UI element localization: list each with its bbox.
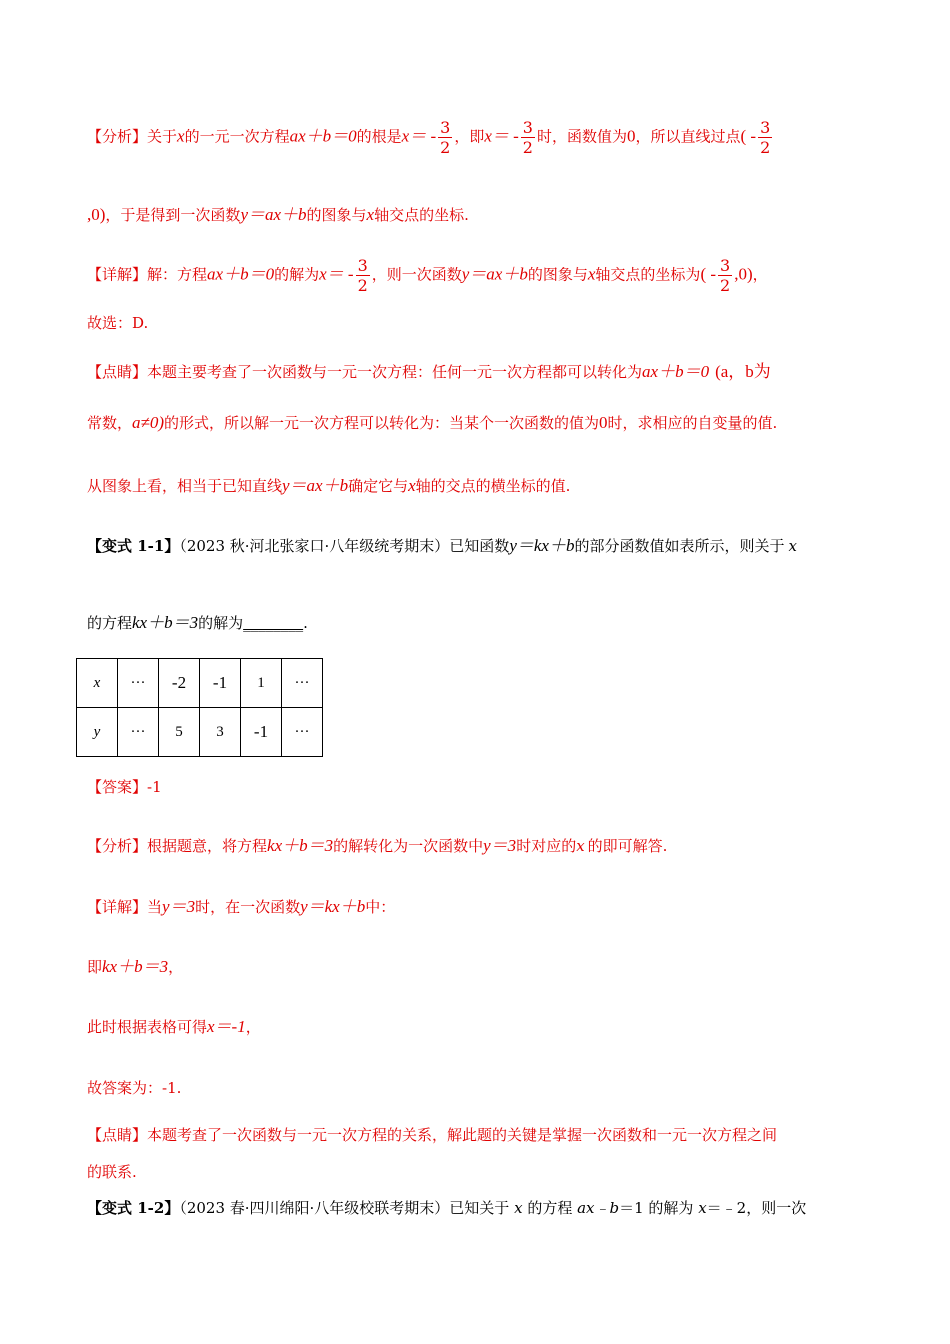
text: 轴交点的坐标为	[595, 265, 701, 284]
note-tag: 【点睛】	[87, 1126, 148, 1144]
equation: y＝ax＋b	[461, 264, 528, 284]
analysis-2	[87, 835, 667, 857]
point-open: ( -	[740, 126, 757, 146]
question-text: （2023 春·四川绵阳·八年级校联考期末）已知关于	[179, 1199, 515, 1217]
fraction-denominator: 2	[522, 138, 533, 157]
fraction	[438, 118, 452, 157]
text: (a，b为	[715, 362, 771, 381]
detail-2-line-2	[87, 956, 183, 978]
fraction-numerator: 3	[760, 118, 771, 137]
table-cell: 3	[200, 708, 241, 757]
math-x: x	[514, 1199, 523, 1217]
text: 从图象上看，相当于已知直线	[87, 477, 283, 495]
fraction-numerator: 3	[720, 256, 731, 275]
fraction	[356, 256, 370, 295]
text: 时，在一次函数	[195, 898, 301, 916]
detail-tag: 【详解】	[87, 265, 148, 284]
text: 的解为	[274, 265, 320, 284]
table-cell: -1	[241, 708, 282, 757]
equation: y＝3	[483, 836, 517, 855]
question-text: 的部分函数值如表所示，则关于	[574, 537, 785, 555]
text: ，于是得到一次函数	[105, 206, 241, 224]
table-cell: 5	[159, 708, 200, 757]
table-cell: -2	[159, 659, 200, 708]
note-2-line-2: 的联系.	[87, 1163, 137, 1181]
math-x: x	[177, 126, 185, 146]
fraction-numerator: 3	[440, 118, 451, 137]
math-value: 0	[599, 413, 608, 432]
text: 的一元一次方程	[184, 127, 290, 146]
text: 确定它与	[348, 477, 409, 495]
detail-1-answer: 故选：D.	[87, 314, 149, 332]
equation: y＝kx＋b	[300, 897, 366, 916]
table-cell: ···	[282, 659, 323, 708]
fraction-denominator: 2	[357, 276, 368, 295]
text: 常数，	[87, 414, 133, 432]
question-text: 的方程	[87, 614, 133, 632]
equation: x＝ -	[484, 126, 519, 146]
point-close: ,0)	[734, 264, 753, 284]
analysis-tag: 【分析】	[87, 837, 148, 855]
fraction-denominator: 2	[440, 138, 451, 157]
analysis-1-line-2	[87, 204, 469, 226]
text: 的形式，所以解一元一次方程可以转化为：当某个一次函数的值为	[164, 414, 600, 432]
equation: kx＋b＝3	[132, 613, 199, 632]
text: 时对应的	[516, 837, 577, 855]
detail-2-line-4: 故答案为：-1.	[87, 1079, 182, 1097]
detail-tag: 【详解】	[87, 898, 148, 916]
table-row	[77, 708, 323, 757]
text: 时，求相应的自变量的值.	[607, 414, 778, 432]
text: 本题考查了一次函数与一元一次方程的关系，解此题的关键是掌握一次函数和一元一次方程之间	[147, 1126, 778, 1144]
equation: y＝3	[162, 897, 196, 916]
question-text: 的解为	[198, 614, 244, 632]
table-cell: y	[77, 708, 118, 757]
variant-1-1-line-1	[87, 535, 797, 557]
math-x: x	[366, 205, 375, 224]
table-cell: -1	[200, 659, 241, 708]
equation: y＝ax＋b	[240, 205, 307, 224]
analysis-1-line-1	[87, 118, 774, 157]
detail-2-line-3	[87, 1016, 261, 1038]
equation: x＝ -	[319, 264, 354, 284]
text: 的图象与	[306, 206, 367, 224]
variant-tag: 【变式 1-1】	[87, 537, 180, 555]
text: 的根是	[356, 127, 402, 146]
text: .	[303, 614, 308, 632]
text: 此时根据表格可得	[87, 1018, 208, 1036]
fraction-denominator: 2	[720, 276, 731, 295]
text: 即	[87, 958, 103, 976]
equation: y＝kx＋b	[509, 536, 575, 555]
text: ，	[245, 1018, 261, 1036]
equation: ax＋b＝0	[642, 362, 710, 381]
text: 的解转化为一次函数中	[333, 837, 484, 855]
point-close: ,0)	[87, 205, 106, 224]
text: ，	[168, 958, 184, 976]
question-text: 的方程	[522, 1199, 578, 1217]
condition: a≠0)	[132, 413, 165, 432]
text: ，则一次函数	[371, 265, 462, 284]
math-x: x	[408, 476, 416, 495]
question-text: （2023 秋·河北张家口·八年级统考期末）已知函数	[179, 537, 510, 555]
equation: ax＋b＝0	[289, 126, 357, 146]
note-1-line-1	[87, 361, 771, 383]
table-cell: ···	[118, 659, 159, 708]
math-x: x	[587, 264, 596, 284]
question-text: ＝﹣2，则一次	[706, 1199, 807, 1217]
fraction-denominator: 2	[760, 138, 771, 157]
text: 的即可解答.	[587, 837, 668, 855]
equation: x＝-1	[207, 1017, 246, 1036]
detail-2-line-1	[87, 896, 395, 918]
fraction	[758, 118, 772, 157]
answer-1	[87, 776, 162, 798]
question-text: ＝1 的解为	[619, 1199, 699, 1217]
table-cell: ···	[282, 708, 323, 757]
text: 轴交点的坐标.	[374, 206, 469, 224]
text: 解：方程	[147, 265, 208, 284]
fraction	[718, 256, 732, 295]
table-cell: 1	[241, 659, 282, 708]
text: ，即	[454, 127, 485, 146]
text: ，	[752, 265, 768, 284]
equation: ax＋b＝0	[207, 264, 275, 284]
text: 的图象与	[527, 265, 588, 284]
note-1-line-3	[87, 475, 570, 497]
equation: kx＋b＝3	[267, 836, 334, 855]
answer-blank: ________	[243, 614, 304, 632]
text: 轴的交点的横坐标的值.	[415, 477, 571, 495]
answer-value: -1	[147, 778, 162, 796]
equation: ax﹣b	[577, 1199, 620, 1217]
table-row	[77, 659, 323, 708]
answer-tag: 【答案】	[87, 778, 148, 796]
variant-1-1-line-2	[87, 612, 308, 634]
fraction-numerator: 3	[357, 256, 368, 275]
math-x: x	[576, 837, 585, 855]
text: 根据题意，将方程	[147, 837, 268, 855]
text: 关于	[147, 127, 178, 146]
value-table	[76, 658, 323, 757]
fraction-numerator: 3	[522, 118, 533, 137]
note-tag: 【点睛】	[87, 363, 148, 381]
math-value: 0	[627, 126, 636, 146]
analysis-tag: 【分析】	[87, 127, 148, 146]
equation: y＝ax＋b	[282, 476, 349, 495]
equation: kx＋b＝3	[102, 957, 169, 976]
fraction	[521, 118, 535, 157]
text: 当	[147, 898, 163, 916]
equation: x＝ -	[401, 126, 437, 146]
text: 时，函数值为	[536, 127, 627, 146]
math-x: x	[788, 537, 797, 555]
text: 中：	[365, 898, 396, 916]
math-x: x	[698, 1199, 707, 1217]
note-1-line-2	[87, 412, 777, 434]
variant-1-2-line-1	[87, 1197, 806, 1219]
detail-1-line-1	[87, 256, 768, 295]
point-open: ( -	[700, 264, 717, 284]
note-2-line-1	[87, 1124, 777, 1146]
table-cell: x	[77, 659, 118, 708]
text: 本题主要考查了一次函数与一元一次方程：任何一元一次方程都可以转化为	[147, 363, 643, 381]
text: ，所以直线过点	[635, 127, 741, 146]
variant-tag: 【变式 1-2】	[87, 1199, 180, 1217]
table-cell: ···	[118, 708, 159, 757]
